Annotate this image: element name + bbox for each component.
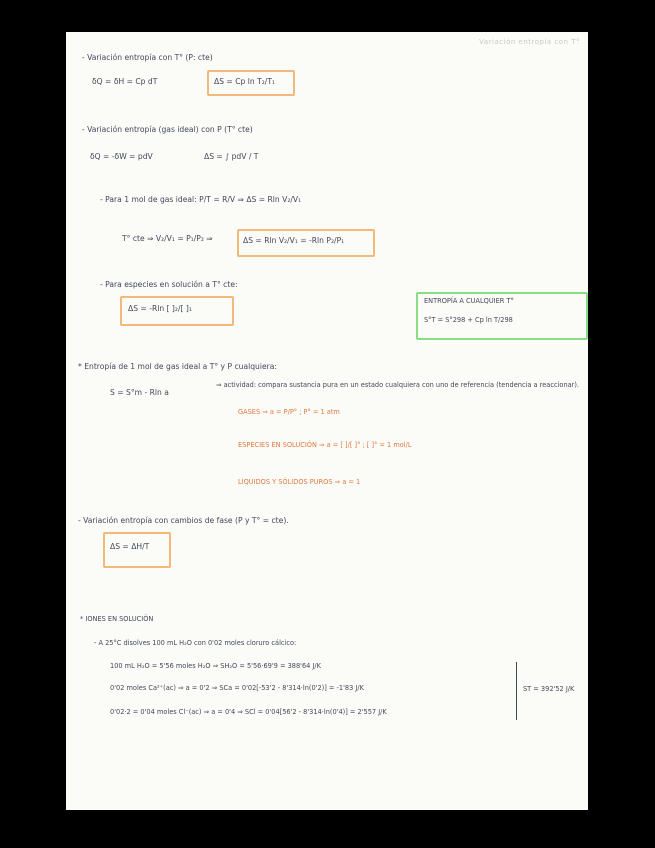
equation-entropy-any-temperature: S°T = S°298 + Cp ln T/298 [424,316,513,324]
calculation-water: 100 mL H₂O = 5'56 moles H₂O ⇒ SH₂O = 5'56·69'9 = 388'64 J/K [110,662,321,670]
heading-phase-change: - Variación entropía con cambios de fase (P y T° = cte). [78,516,289,525]
heading-species-solution: - Para especies en solución a T° cte: [100,280,238,289]
equation-entropy-pressure: ΔS = Rln V₂/V₁ = -Rln P₂/P₁ [243,236,345,245]
equation-work: δQ = -δW = pdV [90,152,153,161]
total-entropy: ST = 392'52 J/K [523,685,575,693]
heading-entropy-temperature: - Variación entropía con T° (P: cte) [82,53,213,62]
calculation-calcium: 0'02 moles Ca²⁺(ac) ⇒ a = 0'2 ⇒ SCa = 0'02[-53'2 - 8'314·ln(0'2)] = -1'83 J/K [110,684,364,692]
equation-entropy-temperature: ΔS = Cp ln T₂/T₁ [214,77,276,86]
heading-entropy-ideal-gas: * Entropía de 1 mol de gas ideal a T° y P cualquiera: [78,362,277,371]
activity-solution-species: ESPECIES EN SOLUCIÓN ⇒ a = [ ]/[ ]° ; [ ]° = 1 mol/L [238,441,412,449]
equation-entropy-phase-change: ΔS = ΔH/T [110,542,150,551]
equation-entropy-integral: ΔS = ∫ pdV / T [204,152,259,161]
equation-heat-enthalpy: δQ = δH = Cp dT [92,77,158,86]
activity-definition: ⇒ actividad: compara sustancia pura en un estado cualquiera con uno de referencia (tendencia a reaccionar). [216,381,580,389]
heading-entropy-pressure: - Variación entropía (gas ideal) con P (T° cte) [82,125,253,134]
equation-constant-temperature: T° cte ⇒ V₂/V₁ = P₁/P₂ ⇒ [122,234,213,243]
calculation-chloride: 0'02·2 = 0'04 moles Cl⁻(ac) ⇒ a = 0'4 ⇒ SCl = 0'04[56'2 - 8'314·ln(0'4)] = 2'557 J/K [110,708,387,716]
notebook-page [66,32,588,810]
bleed-through-text: Variación entropía con T° [479,38,580,46]
equation-entropy-concentration: ΔS = -Rln [ ]₂/[ ]₁ [128,304,192,313]
equation-entropy-activity: S = S°m - Rln a [110,388,169,397]
brace [516,662,517,720]
activity-gases: GASES ⇒ a = P/P° ; P° = 1 atm [238,408,340,416]
equation-ideal-gas-mol: - Para 1 mol de gas ideal: P/T = R/V ⇒ ΔS = Rln V₂/V₁ [100,195,302,204]
problem-statement: - A 25°C disolves 100 mL H₂O con 0'02 moles cloruro cálcico: [94,639,297,647]
activity-pure-liquids-solids: LÍQUIDOS Y SÓLIDOS PUROS ⇒ a = 1 [238,478,361,486]
heading-ions-solution: * IONES EN SOLUCIÓN [80,615,154,623]
green-box-title: ENTROPÍA A CUALQUIER T° [424,297,514,305]
